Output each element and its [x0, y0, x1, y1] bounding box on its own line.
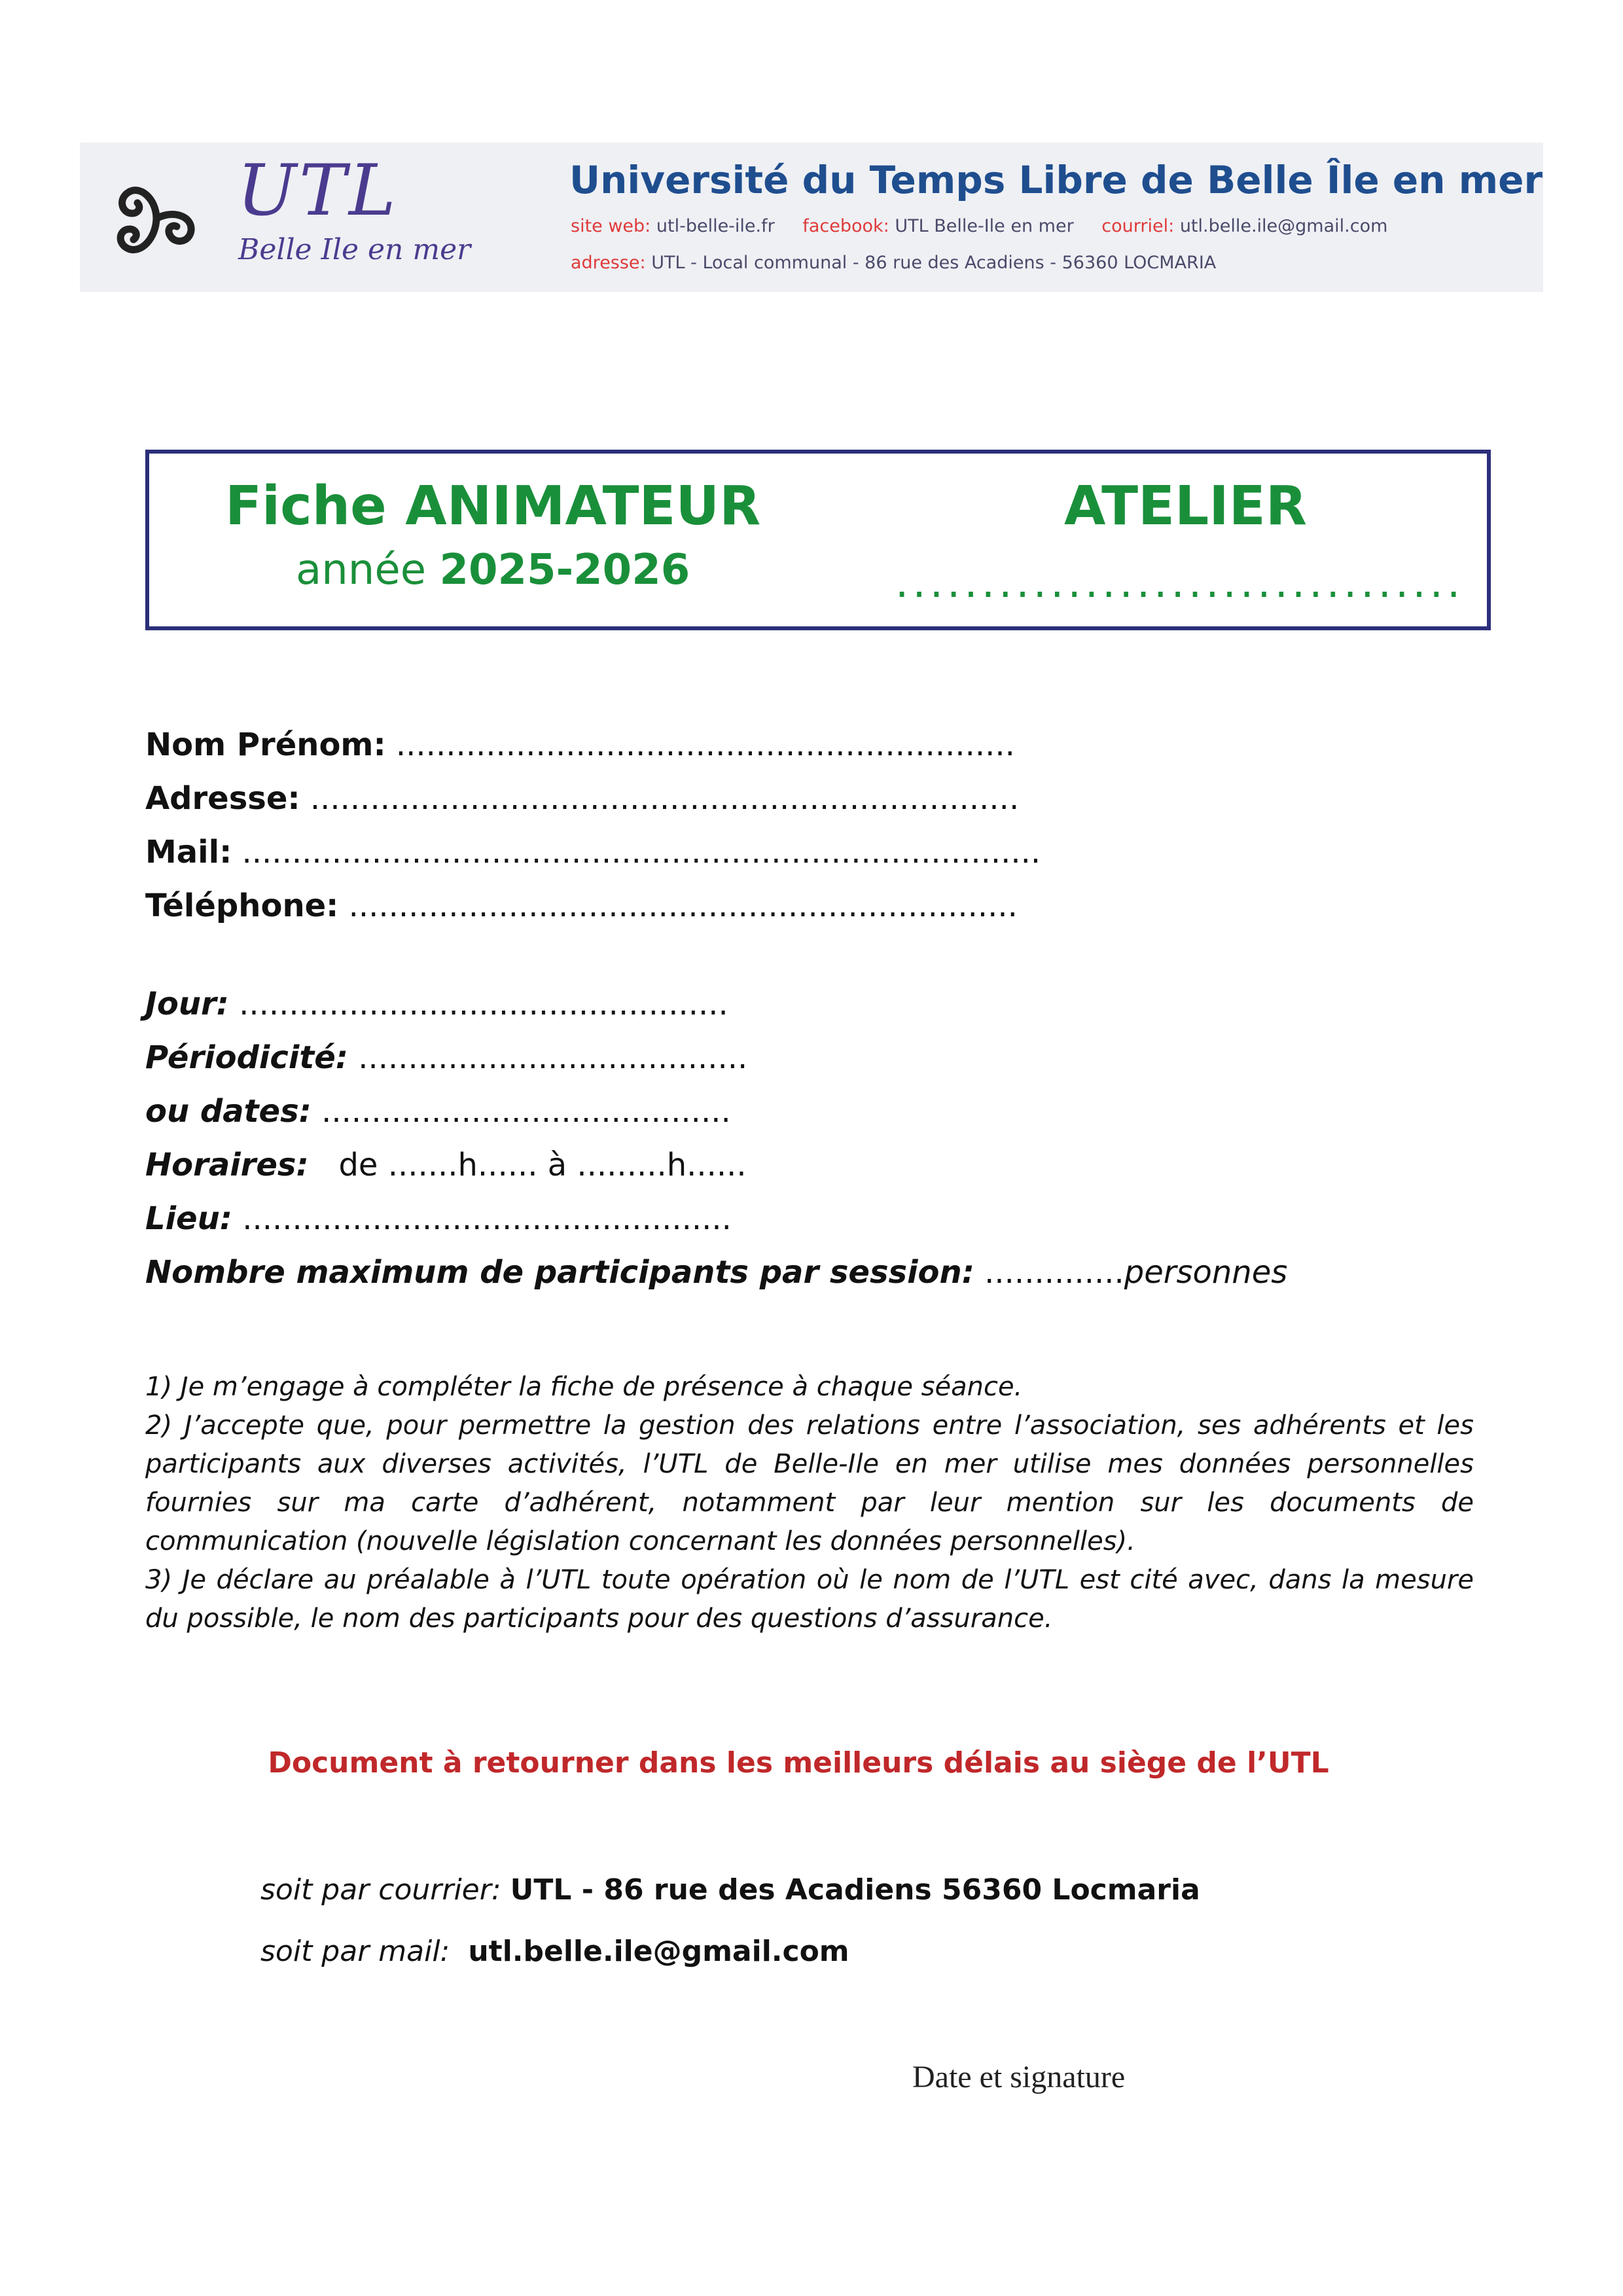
- year-label: année: [296, 546, 427, 594]
- site-link[interactable]: utl-belle-ile.fr: [656, 216, 775, 236]
- organization-title: Université du Temps Libre de Belle Île en mer: [569, 158, 1543, 202]
- place-label: Lieu:: [145, 1200, 232, 1237]
- phone-label: Téléphone:: [145, 888, 339, 924]
- address-label: adresse:: [571, 253, 646, 273]
- address-line: [571, 254, 1216, 272]
- day-dots: .................................................: [239, 986, 728, 1022]
- mail-field[interactable]: [145, 836, 1041, 868]
- max-participants-label: Nombre maximum de participants par session:: [145, 1254, 974, 1291]
- send-by-mail: [260, 1937, 849, 1966]
- email-label: courriel:: [1101, 216, 1175, 236]
- logo-text: UTL: [237, 150, 399, 232]
- send-by-post: [260, 1873, 1200, 1907]
- address-field[interactable]: [145, 780, 1020, 817]
- atelier-field[interactable]: .................................: [895, 559, 1465, 607]
- place-field[interactable]: [145, 1200, 732, 1237]
- address-value: UTL - Local communal - 86 rue des Acadiens - 56360 LOCMARIA: [651, 253, 1217, 273]
- logo-subtitle: Belle Ile en mer: [238, 233, 471, 266]
- signature-label: Date et signature: [912, 2060, 1126, 2094]
- day-field[interactable]: [145, 988, 728, 1020]
- mail-dots: ................................................................................: [241, 834, 1041, 870]
- place-dots: .................................................: [242, 1200, 732, 1237]
- post-address: UTL - 86 rue des Acadiens 56360 Locmaria: [510, 1873, 1200, 1907]
- phone-field[interactable]: [145, 890, 1018, 922]
- mail-send-address[interactable]: utl.belle.ile@gmail.com: [468, 1935, 849, 1968]
- dates-field[interactable]: [145, 1093, 731, 1130]
- atelier-title: ATELIER: [1064, 475, 1307, 537]
- name-dots: ..............................................................: [395, 726, 1015, 763]
- engagement-text: [145, 1368, 1474, 1638]
- header-banner: [80, 143, 1543, 292]
- max-participants-field[interactable]: [145, 1254, 1288, 1291]
- phone-dots: ...................................................................: [348, 888, 1018, 924]
- hours-field[interactable]: [145, 1149, 747, 1181]
- name-label: Nom Prénom:: [145, 726, 386, 763]
- mail-send-label: soit par mail:: [260, 1935, 450, 1968]
- max-participants-unit: personnes: [1124, 1254, 1288, 1291]
- return-notice: Document à retourner dans les meilleurs délais au siège de l’UTL: [268, 1746, 1329, 1780]
- address-field-label: Adresse:: [145, 780, 300, 817]
- max-participants-dots: ..............: [984, 1254, 1124, 1291]
- contact-line: [571, 217, 1387, 235]
- periodicity-dots: .......................................: [358, 1039, 748, 1076]
- name-field[interactable]: [145, 726, 1015, 763]
- triskel-icon: [101, 166, 212, 271]
- year-line: [296, 546, 690, 594]
- email-link[interactable]: utl.belle.ile@gmail.com: [1179, 216, 1388, 236]
- title-box: [145, 450, 1491, 630]
- engagement-item: 1) Je m’engage à compléter la fiche de présence à chaque séance.: [145, 1372, 1023, 1402]
- address-dots: .......................................................................: [310, 780, 1020, 817]
- dates-label: ou dates:: [145, 1093, 312, 1130]
- periodicity-field[interactable]: [145, 1039, 748, 1076]
- hours-label: Horaires:: [145, 1147, 309, 1183]
- dates-dots: .........................................: [321, 1093, 731, 1130]
- year-value: 2025-2026: [439, 546, 690, 594]
- site-label: site web:: [571, 216, 651, 236]
- facebook-label: facebook:: [802, 216, 889, 236]
- engagement-item: 3) Je déclare au préalable à l’UTL toute opération où le nom de l’UTL est cité avec, dans la mesure du possible, le nom des participants pour des questions d’assurance.: [145, 1565, 1474, 1634]
- facebook-link[interactable]: UTL Belle-Ile en mer: [895, 216, 1074, 236]
- post-label: soit par courrier:: [260, 1873, 501, 1907]
- hours-value: de .......h...... à .........h......: [338, 1147, 747, 1183]
- mail-label: Mail:: [145, 834, 232, 870]
- day-label: Jour:: [145, 986, 229, 1022]
- engagement-item: 2) J’accepte que, pour permettre la gestion des relations entre l’association, ses adhérents et les participants aux diverses activités, l’UTL de Belle-Ile en mer utilise mes données personnelles fournies sur ma carte d’adhérent, notamment par leur mention sur les documents de communication (nouvelle législation concernant les données personnelles).: [145, 1410, 1474, 1556]
- periodicity-label: Périodicité:: [145, 1039, 348, 1076]
- page-title: Fiche ANIMATEUR: [225, 475, 761, 537]
